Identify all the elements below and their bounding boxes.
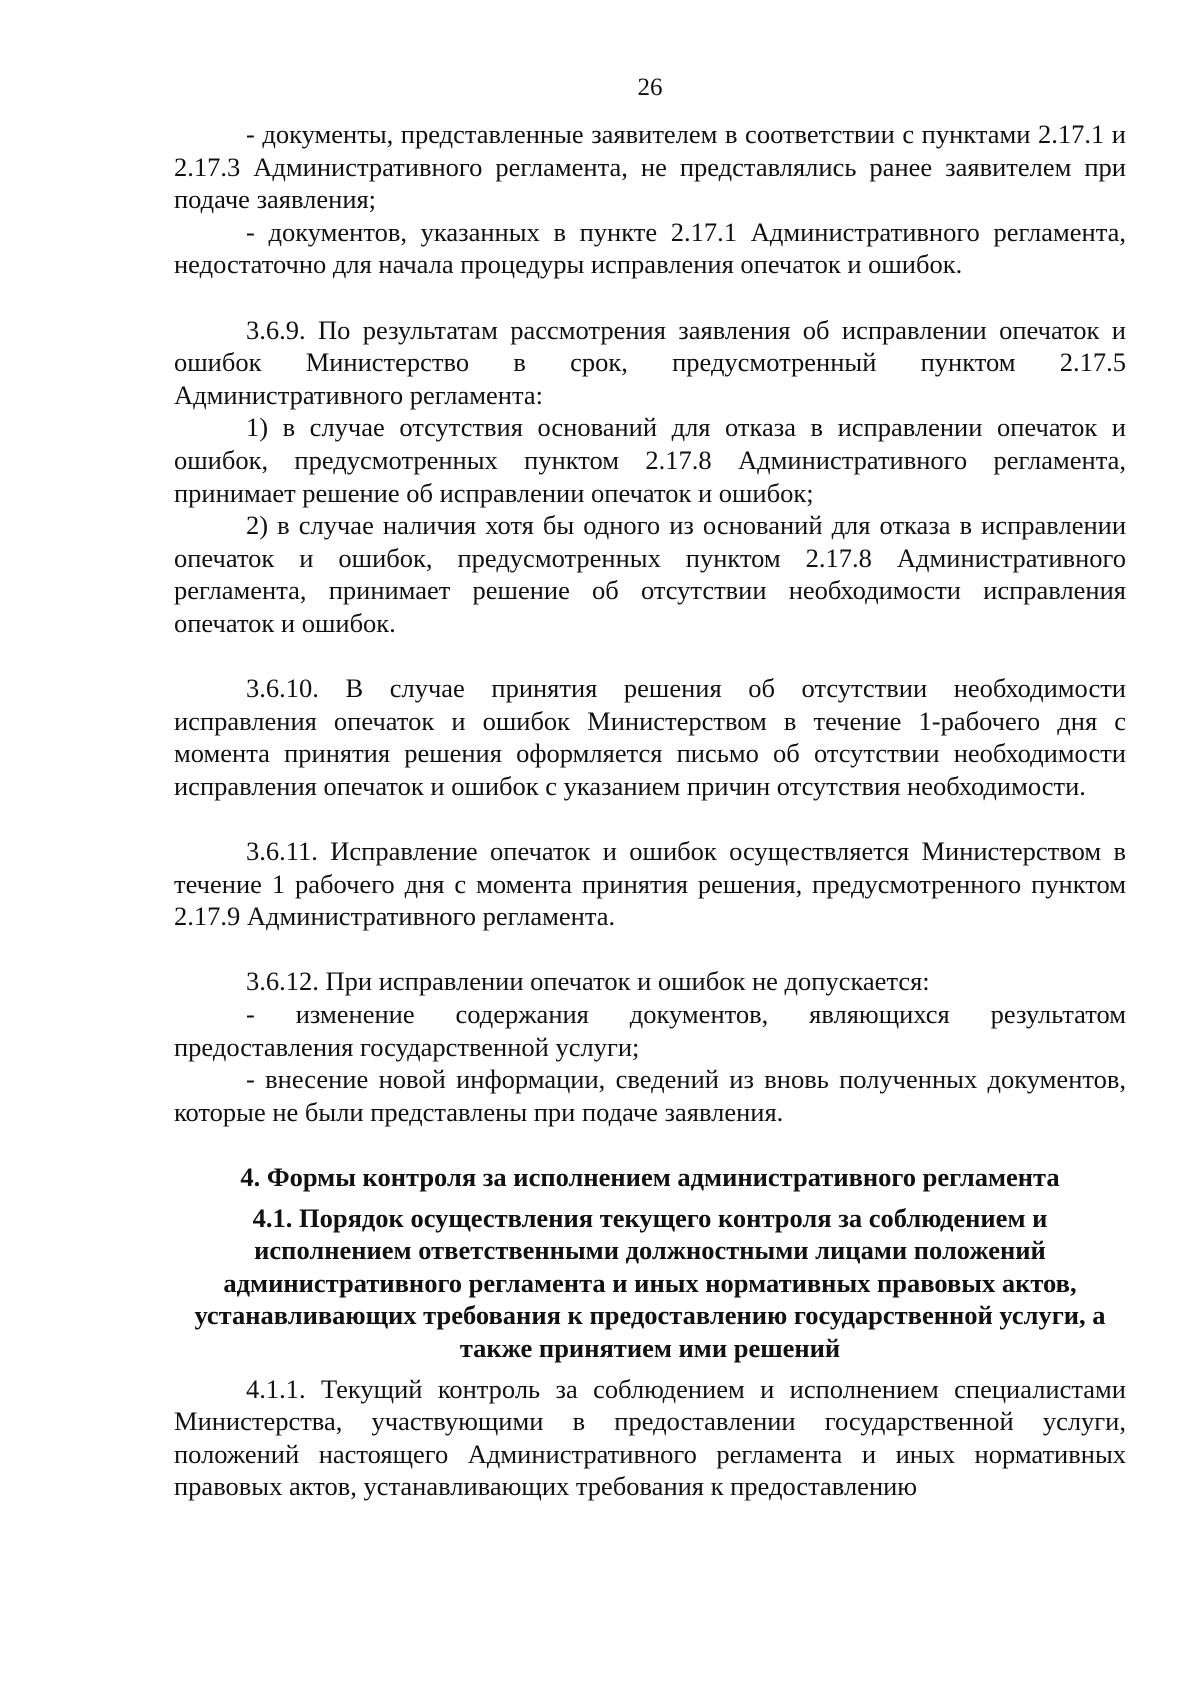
paragraph-bullet-documents-not-submitted: - документы, представленные заявителем в соответствии с пунктами 2.17.1 и 2.17.3 Административного регламента, не представлялись ранее заявителем при подаче заявления;: [174, 119, 1126, 215]
document-body: [174, 118, 1126, 1503]
paragraph-3-6-12: 3.6.12. При исправлении опечаток и ошибок не допускается:: [246, 966, 930, 997]
section-heading-4: 4. Формы контроля за исполнением административного регламента: [240, 1162, 1060, 1192]
paragraph-3-6-9-item-1: 1) в случае отсутствия оснований для отказа в исправлении опечаток и ошибок, предусмотренных пунктом 2.17.8 Административного регламента, принимает решение об исправлении опечаток и ошибок;: [174, 412, 1126, 508]
page-number: 26: [637, 74, 663, 101]
paragraph-3-6-12-bullet-1: - изменение содержания документов, являющихся результатом предоставления государственной услуги;: [174, 999, 1126, 1062]
paragraph-4-1-1: 4.1.1. Текущий контроль за соблюдением и исполнением специалистами Министерства, участвующими в предоставлении государственной услуги, положений настоящего Административного регламента и иных нормативных правовых актов, устанавливающих требования к предоставлению: [174, 1373, 1126, 1502]
paragraph-3-6-10: 3.6.10. В случае принятия решения об отсутствии необходимости исправления опечаток и ошибок Министерством в течение 1-рабочего дня с момента принятия решения оформляется письмо об отсутствии необходимости исправления опечаток и ошибок с указанием причин отсутствия необходимости.: [174, 673, 1126, 801]
paragraph-3-6-9-item-2: 2) в случае наличия хотя бы одного из оснований для отказа в исправлении опечаток и ошибок, предусмотренных пунктом 2.17.8 Административного регламента, принимает решение об отсутствии необходимости исправления опечаток и ошибок.: [174, 510, 1126, 638]
subsection-heading-4-1: 4.1. Порядок осуществления текущего контроля за соблюдением и исполнением ответственными должностными лицами положений административного регламента и иных нормативных правовых актов, устанавливающих требования к предоставлению государственной услуги, а также принятием ими решений: [194, 1202, 1106, 1363]
paragraph-3-6-11: 3.6.11. Исправление опечаток и ошибок осуществляется Министерством в течение 1 рабочего дня с момента принятия решения, предусмотренного пунктом 2.17.9 Административного регламента.: [174, 836, 1126, 932]
paragraph-3-6-9: 3.6.9. По результатам рассмотрения заявления об исправлении опечаток и ошибок Министерство в срок, предусмотренный пунктом 2.17.5 Административного регламента:: [174, 314, 1126, 410]
paragraph-3-6-12-bullet-2: - внесение новой информации, сведений из вновь полученных документов, которые не были представлены при подаче заявления.: [174, 1064, 1126, 1127]
paragraph-bullet-documents-insufficient: - документов, указанных в пункте 2.17.1 Административного регламента, недостаточно для начала процедуры исправления опечаток и ошибок.: [174, 216, 1126, 280]
